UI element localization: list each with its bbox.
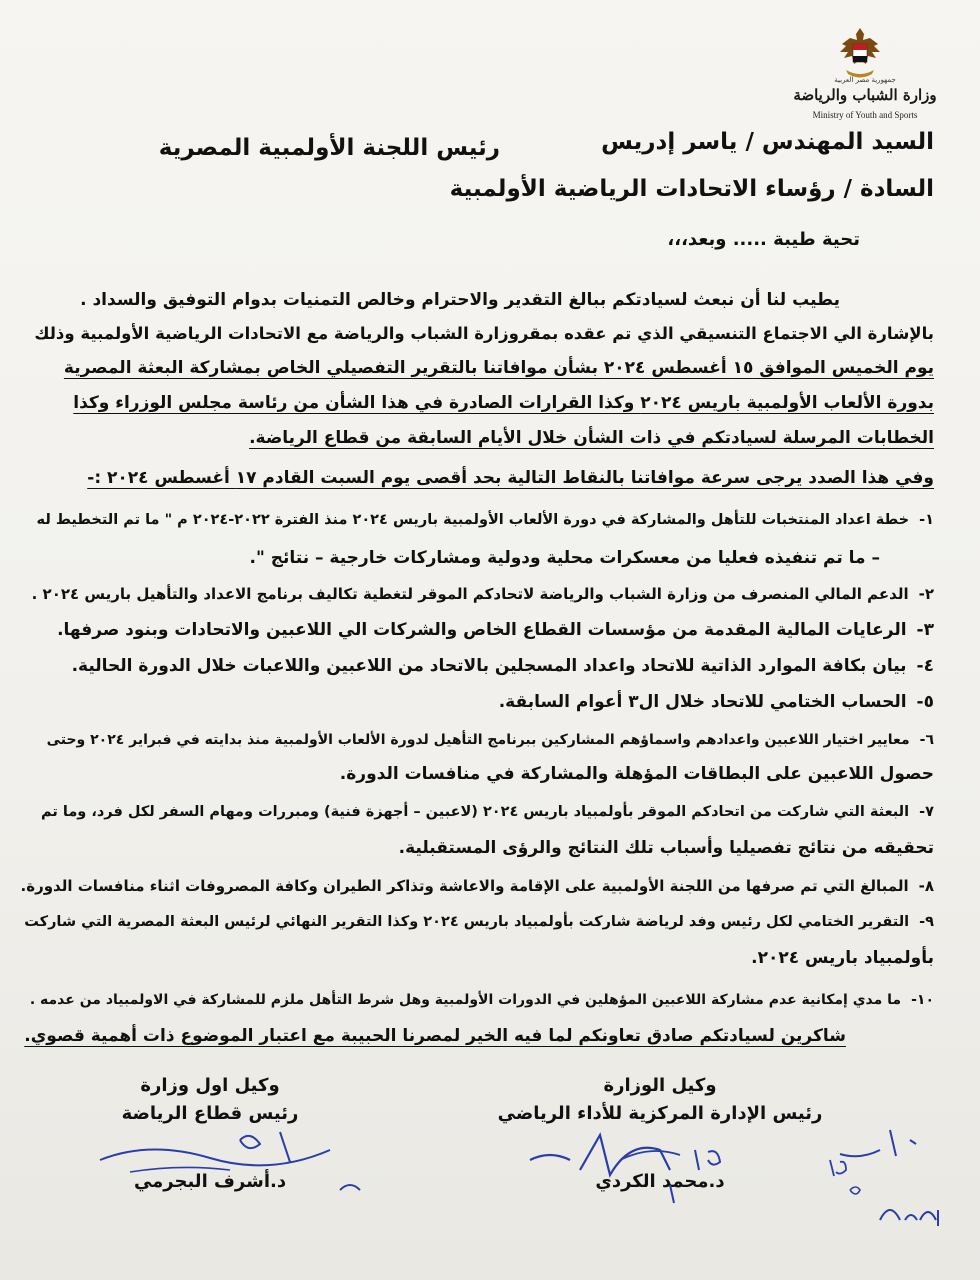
paragraph-reference-line3: بدورة الألعاب الأولمبية باريس ٢٠٢٤ وكذا القرارات الصادرة في هذا الشأن من رئاسة مجلس الوزراء وكذا bbox=[73, 393, 934, 413]
request-item-9 bbox=[24, 910, 934, 934]
signature-right-title1: وكيل الوزارة bbox=[603, 1075, 717, 1096]
request-item-number: ٨- bbox=[918, 877, 934, 895]
signature-right-name: د.محمد الكردي bbox=[595, 1171, 725, 1192]
request-item-text: البعثة التي شاركت من اتحادكم الموقر بأولمبياد باريس ٢٠٢٤ (لاعبين – أجهزة فنية) ومبررات ومهام السفر لكل فرد، وما تم bbox=[41, 804, 910, 820]
request-item-9-continuation: بأولمبياد باريس ٢٠٢٤. bbox=[751, 948, 934, 968]
request-item-4 bbox=[72, 654, 934, 678]
request-item-10 bbox=[30, 988, 934, 1012]
request-item-7-continuation: تحقيقه من نتائج تفصيليا وأسباب تلك النتائج والرؤى المستقبلية. bbox=[398, 838, 934, 858]
request-item-number: ٥- bbox=[916, 692, 934, 712]
request-item-text: الدعم المالي المنصرف من وزارة الشباب والرياضة لاتحادكم الموقر لتغطية تكاليف برنامج الاعداد والتأهيل باريس ٢٠٢٤ . bbox=[31, 585, 909, 603]
request-item-text: الحساب الختامي للاتحاد خلال ال٣ أعوام السابقة. bbox=[498, 692, 907, 712]
request-item-1 bbox=[37, 508, 934, 532]
paragraph-reference-line4: الخطابات المرسلة لسيادتكم في ذات الشأن خلال الأيام السابقة من قطاع الرياضة. bbox=[249, 428, 934, 448]
request-item-6-continuation: حصول اللاعبين على البطاقات المؤهلة والمشاركة في منافسات الدورة. bbox=[339, 764, 934, 784]
request-item-5 bbox=[499, 690, 934, 714]
handwritten-date-mark bbox=[820, 1120, 950, 1240]
closing-statement: شاكرين لسيادتكم صادق تعاونكم لما فيه الخير لمصرنا الحبيبة مع اعتبار الموضوع ذات أهمية قصوي. bbox=[24, 1026, 846, 1046]
request-item-6 bbox=[47, 728, 934, 752]
request-item-number: ٩- bbox=[919, 914, 934, 930]
signature-left-name: د.أشرف البجرمي bbox=[133, 1171, 287, 1192]
recipient-federations: السادة / رؤساء الاتحادات الرياضية الأولمبية bbox=[449, 176, 934, 202]
request-item-text: خطة اعداد المنتخبات للتأهل والمشاركة في دورة الألعاب الأولمبية باريس ٢٠٢٤ منذ الفترة ٢٠٢٢-٢٠٢٤ م " ما تم التخطيط له bbox=[36, 512, 910, 528]
ministry-logo bbox=[790, 18, 940, 128]
ministry-name-arabic: وزارة الشباب والرياضة bbox=[793, 86, 937, 104]
request-item-text: ما مدي إمكانية عدم مشاركة اللاعبين المؤهلين في الدورات الأولمبية وهل شرط التأهل ملزم للمشاركة في الاولمبياد من عدمه . bbox=[29, 992, 902, 1008]
request-item-7 bbox=[41, 800, 934, 824]
request-item-text: المبالغ التي تم صرفها من اللجنة الأولمبية على الإقامة والاعاشة وتذاكر الطيران وكافة المصروفات اثناء منافسات الدورة. bbox=[20, 877, 909, 895]
request-item-number: ٤- bbox=[916, 656, 934, 676]
request-item-number: ٢- bbox=[918, 585, 934, 603]
request-item-text: التقرير الختامي لكل رئيس وفد لرياضة شاركت بأولمبياد باريس ٢٠٢٤ وكذا التقرير النهائي لرئيس البعثة المصرية التي شاركت bbox=[24, 914, 910, 930]
request-item-1-continuation: – ما تم تنفيذه فعليا من معسكرات محلية ودولية ومشاركات خارجية – نتائج ". bbox=[249, 548, 880, 568]
greeting: تحية طيبة ..... وبعد،،، bbox=[667, 229, 860, 250]
request-item-8 bbox=[21, 874, 934, 898]
recipient-title: رئيس اللجنة الأولمبية المصرية bbox=[158, 135, 500, 161]
signature-left-title2: رئيس قطاع الرياضة bbox=[121, 1103, 299, 1124]
request-item-number: ٣- bbox=[916, 620, 934, 640]
request-item-text: بيان بكافة الموارد الذاتية للاتحاد واعداد المسجلين بالاتحاد من اللاعبين واللاعبات خلال الدورة الحالية. bbox=[71, 656, 907, 676]
recipient-name: السيد المهندس / ياسر إدريس bbox=[601, 129, 934, 155]
paragraph-reference-line2: يوم الخميس الموافق ١٥ أغسطس ٢٠٢٤ بشأن موافاتنا بالتقرير التفصيلي الخاص بمشاركة البعثة المصرية bbox=[63, 358, 934, 378]
request-item-text: معايير اختيار اللاعبين واعدادهم واسماؤهم المشاركين ببرنامج التأهيل لدورة الألعاب الأولمبية منذ بدايته في فبراير ٢٠٢٤ وحتى bbox=[46, 732, 910, 748]
paragraph-reference-line1: بالإشارة الي الاجتماع التنسيقي الذي تم عقده بمقروزارة الشباب والرياضة مع الاتحادات الرياضية الأولمبية وذلك bbox=[34, 324, 934, 343]
request-item-number: ١٠- bbox=[911, 992, 934, 1008]
signature-right-title2: رئيس الإدارة المركزية للأداء الرياضي bbox=[497, 1103, 823, 1124]
request-item-2 bbox=[32, 582, 934, 606]
request-item-3 bbox=[57, 618, 934, 642]
request-item-number: ٦- bbox=[919, 732, 934, 748]
handwritten-signature-right bbox=[520, 1130, 740, 1210]
signature-left-title1: وكيل اول وزارة bbox=[140, 1075, 280, 1096]
request-item-number: ١- bbox=[919, 512, 934, 528]
paragraph-request: وفي هذا الصدد يرجى سرعة موافاتنا بالنقاط التالية بحد أقصى يوم السبت القادم ١٧ أغسطس ٢٠٢٤ :- bbox=[87, 468, 934, 488]
request-item-text: الرعايات المالية المقدمة من مؤسسات القطاع الخاص والشركات الي اللاعبين والاتحادات وبنود صرفها. bbox=[57, 620, 907, 640]
paragraph-intro: يطيب لنا أن نبعث لسيادتكم ببالغ التقدير والاحترام وخالص التمنيات بدوام التوفيق والسداد . bbox=[80, 290, 840, 310]
ministry-name-english: Ministry of Youth and Sports bbox=[812, 110, 918, 120]
request-item-number: ٧- bbox=[919, 804, 934, 820]
handwritten-signature-left bbox=[90, 1120, 350, 1200]
ministry-superscript: جمهورية مصر العربية bbox=[834, 76, 896, 84]
eagle-emblem-icon bbox=[836, 24, 884, 82]
